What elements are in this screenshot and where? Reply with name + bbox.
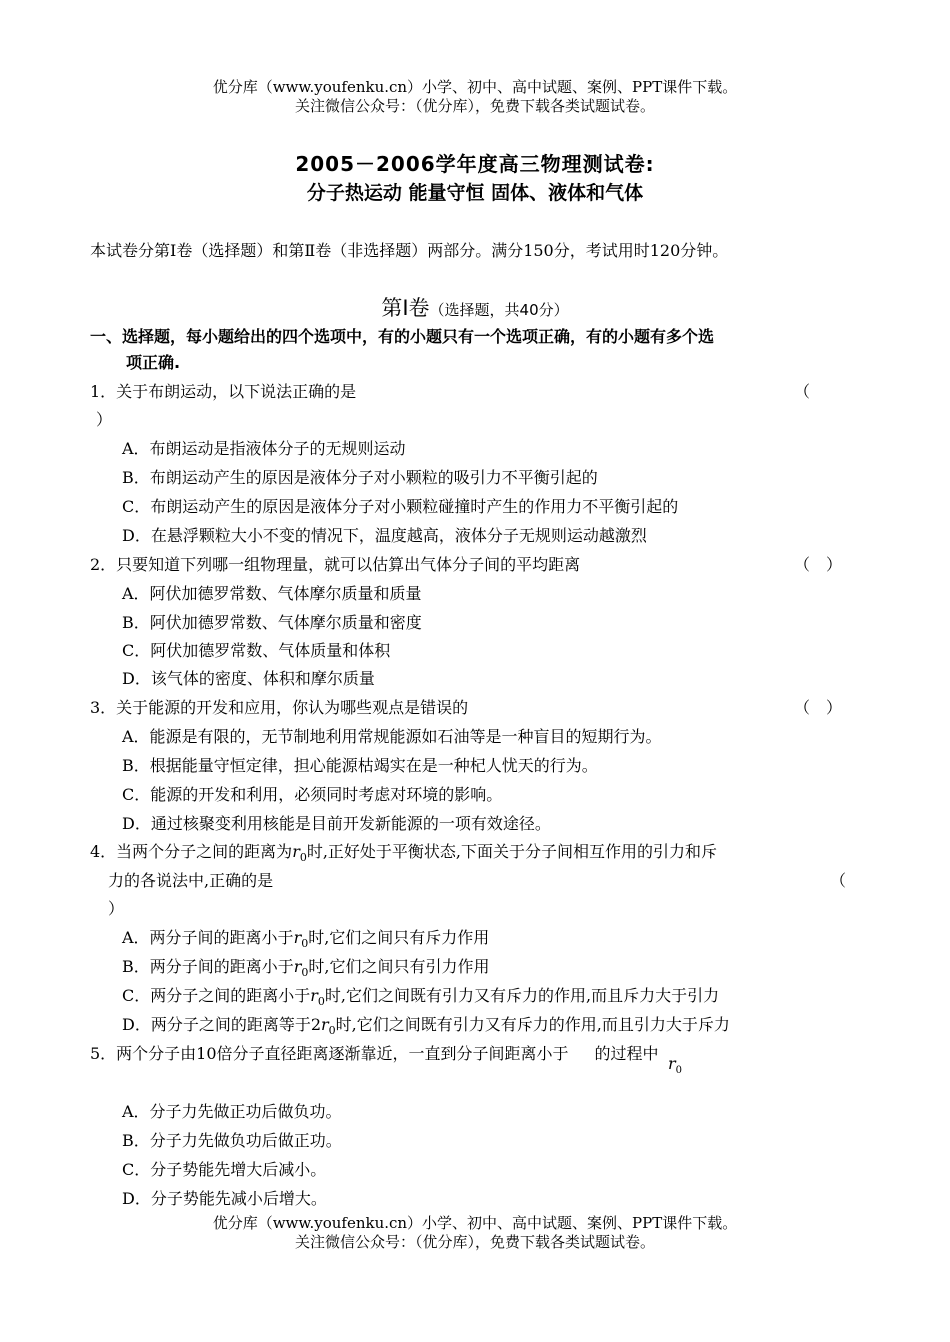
question-5-option-d: D．分子势能先减小后增大。 — [122, 1189, 327, 1208]
section-heading — [0, 292, 950, 322]
question-5-stem — [90, 1044, 659, 1064]
question-4-option-b — [122, 957, 490, 983]
question-3-option-d: D．通过核聚变利用核能是目前开发新能源的一项有效途径。 — [122, 814, 551, 833]
option-d-text-2: 时,它们之间既有引力又有斥力的作用,而且引力大于斥力 — [335, 1015, 730, 1034]
r0-formula-image — [668, 1054, 682, 1076]
question-4-stem — [90, 842, 717, 868]
question-4-option-a — [122, 928, 489, 954]
question-4-stem-part-2: 时,正好处于平衡状态,下面关于分子间相互作用的引力和斥 — [306, 842, 718, 861]
option-a-text-2: 时,它们之间只有斥力作用 — [308, 928, 490, 947]
question-1-option-b: B．布朗运动产生的原因是液体分子对小颗粒的吸引力不平衡引起的 — [122, 468, 598, 487]
question-3-paren: （ ） — [794, 698, 843, 717]
section-heading-main: 第Ⅰ卷 — [381, 296, 430, 320]
question-3-option-c: C．能源的开发和利用，必须同时考虑对环境的影响。 — [122, 785, 503, 804]
instruction-line-1: 一、选择题，每小题给出的四个选项中，有的小题只有一个选项正确，有的小题有多个选 — [90, 327, 715, 346]
question-2-option-a: A．阿伏加德罗常数、气体摩尔质量和质量 — [122, 584, 422, 603]
option-d-text-1: D．两分子之间的距离等于2 — [122, 1015, 322, 1034]
option-a-text-1: A．两分子间的距离小于 — [122, 928, 294, 947]
option-b-text-2: 时,它们之间只有引力作用 — [308, 957, 490, 976]
question-5-option-a: A．分子力先做正功后做负功。 — [122, 1102, 342, 1121]
question-1-option-c: C．布朗运动产生的原因是液体分子对小颗粒碰撞时产生的作用力不平衡引起的 — [122, 497, 679, 516]
question-4-option-d — [122, 1015, 730, 1041]
r0-subscript: 0 — [328, 1024, 336, 1038]
exam-subtitle: 分子热运动 能量守恒 固体、液体和气体 — [306, 182, 644, 204]
exam-title: 2005－2006学年度高三物理测试卷: — [295, 152, 655, 176]
section-instruction — [90, 324, 880, 376]
option-b-text-1: B．两分子间的距离小于 — [122, 957, 294, 976]
page-footer — [0, 1214, 950, 1252]
question-4-paren-open: （ — [830, 871, 847, 890]
question-2-option-d: D．该气体的密度、体积和摩尔质量 — [122, 669, 375, 688]
question-3-option-a: A．能源是有限的，无节制地利用常规能源如石油等是一种盲目的短期行为。 — [122, 727, 662, 746]
footer-line-2: 关注微信公众号：（优分库），免费下载各类试题试卷。 — [294, 1233, 655, 1251]
r0-symbol: r — [293, 957, 302, 976]
r0-symbol: r — [321, 1015, 329, 1034]
page-header — [0, 78, 950, 116]
r0-symbol: r — [292, 842, 300, 861]
question-4-stem-part-1: 4．当两个分子之间的距离为 — [90, 842, 293, 861]
question-1-option-d: D．在悬浮颗粒大小不变的情况下，温度越高，液体分子无规则运动越激烈 — [122, 526, 647, 545]
option-c-text-1: C．两分子之间的距离小于 — [122, 986, 311, 1005]
r0-subscript: 0 — [301, 937, 309, 951]
r0-subscript: 0 — [299, 851, 307, 865]
question-2-stem: 2．只要知道下列哪一组物理量，就可以估算出气体分子间的平均距离 — [90, 555, 581, 574]
question-1-stem: 1．关于布朗运动，以下说法正确的是 — [90, 382, 357, 401]
footer-line-1: 优分库（www.youfenku.cn）小学、初中、高中试题、案例、PPT课件下载。 — [212, 1214, 738, 1232]
r0-symbol: r — [293, 928, 302, 947]
header-line-2: 关注微信公众号：（优分库），免费下载各类试题试卷。 — [294, 97, 655, 115]
header-line-1: 优分库（www.youfenku.cn）小学、初中、高中试题、案例、PPT课件下载。 — [212, 78, 738, 96]
exam-intro: 本试卷分第Ⅰ卷（选择题）和第Ⅱ卷（非选择题）两部分。满分150分，考试用时120分钟。 — [90, 241, 729, 260]
question-2-option-b: B．阿伏加德罗常数、气体摩尔质量和密度 — [122, 613, 422, 632]
r0-subscript: 0 — [301, 966, 309, 980]
question-2-option-c: C．阿伏加德罗常数、气体质量和体积 — [122, 641, 391, 660]
question-5-stem-part-1: 5．两个分子由10倍分子直径距离逐渐靠近，一直到分子间距离小于 — [90, 1044, 569, 1063]
option-c-text-2: 时,它们之间既有引力又有斥力的作用,而且斥力大于引力 — [324, 986, 720, 1005]
question-1-paren-open: （ — [794, 382, 811, 401]
r0-symbol: r — [668, 1054, 676, 1073]
question-4-stem-line-2: 力的各说法中,正确的是 — [108, 871, 274, 890]
question-2-paren: （ ） — [794, 555, 843, 574]
r0-symbol: r — [310, 986, 318, 1005]
question-1-paren-close: ） — [96, 410, 113, 429]
question-5-option-b: B．分子力先做负功后做正功。 — [122, 1131, 342, 1150]
question-5-stem-part-2: 的过程中 — [594, 1044, 659, 1063]
section-heading-note: （选择题，共40分） — [429, 301, 569, 319]
question-1-option-a: A．布朗运动是指液体分子的无规则运动 — [122, 439, 406, 458]
question-4-paren-close: ） — [108, 899, 125, 918]
question-4-option-c — [122, 986, 719, 1012]
instruction-line-2: 项正确. — [126, 353, 181, 372]
r0-subscript: 0 — [675, 1065, 683, 1077]
question-3-stem: 3．关于能源的开发和应用，你认为哪些观点是错误的 — [90, 698, 469, 717]
question-3-option-b: B．根据能量守恒定律，担心能源枯竭实在是一种杞人忧天的行为。 — [122, 756, 598, 775]
question-5-option-c: C．分子势能先增大后减小。 — [122, 1160, 327, 1179]
r0-subscript: 0 — [317, 995, 325, 1009]
